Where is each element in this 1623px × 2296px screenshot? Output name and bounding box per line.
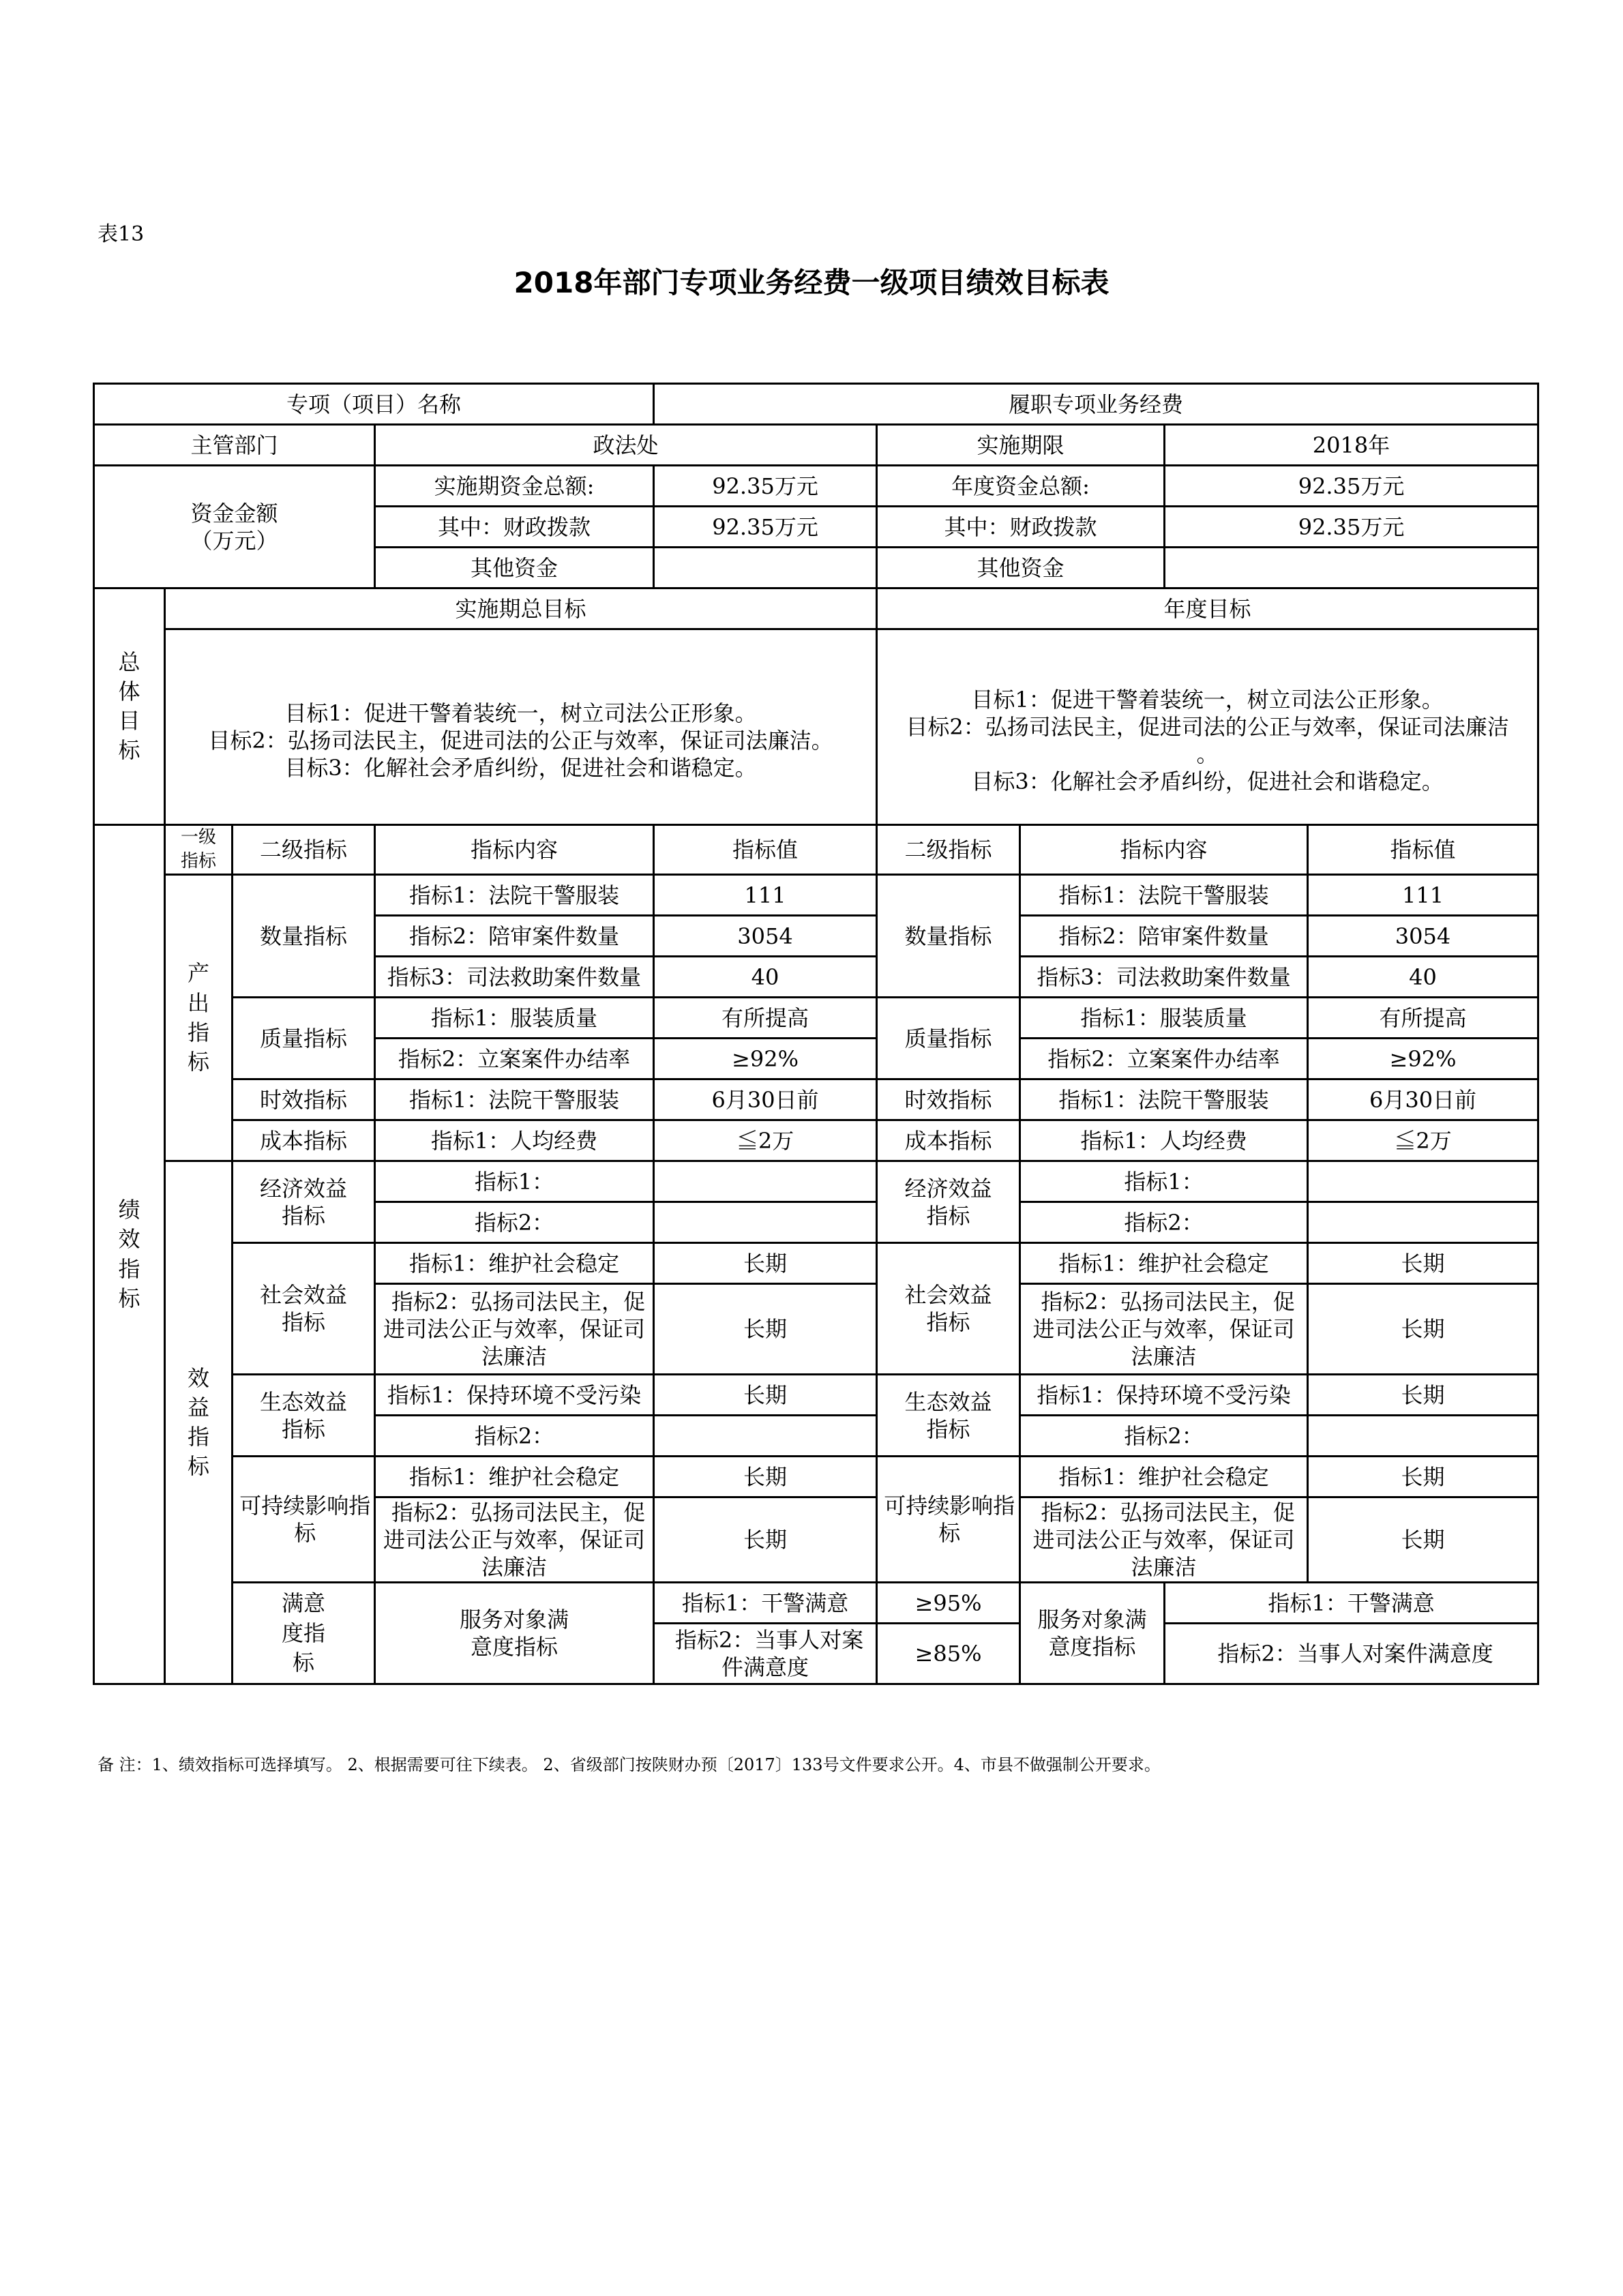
sustain-indicators-label: 可持续影响指标 xyxy=(233,1457,375,1583)
indicator-content: 指标1：保持环境不受污染 xyxy=(375,1375,654,1416)
indicator-value: 长期 xyxy=(654,1375,877,1416)
quality-indicators-label-annual: 质量指标 xyxy=(877,998,1020,1079)
indicator-value xyxy=(654,1202,877,1243)
document-title: 2018年部门专项业务经费一级项目绩效目标表 xyxy=(513,266,1110,299)
quantity-indicators-label: 数量指标 xyxy=(233,875,375,998)
indicator-content-annual: 指标1： xyxy=(1020,1161,1308,1202)
economic-indicators-label: 经济效益指标 xyxy=(233,1161,375,1243)
project-name: 履职专项业务经费 xyxy=(654,384,1538,425)
indicator-content: 指标1：服装质量 xyxy=(375,998,654,1039)
indicator-content-annual: 指标1：干警满意 xyxy=(1165,1583,1538,1624)
indicator-value: ≥92% xyxy=(654,1039,877,1079)
indicator-content: 指标1：人均经费 xyxy=(375,1120,654,1161)
impl-fiscal-value: 92.35万元 xyxy=(654,507,877,548)
indicator-value-annual: ≦2万 xyxy=(1308,1120,1538,1161)
col-content-header-annual: 指标内容 xyxy=(1020,825,1308,875)
service-satisfaction-label: 服务对象满意度指标 xyxy=(375,1583,654,1684)
impl-other-value xyxy=(654,548,877,588)
annual-fiscal-label: 其中：财政拨款 xyxy=(877,507,1165,548)
indicator-content: 指标1： xyxy=(375,1161,654,1202)
output-indicators-label: 产出指标 xyxy=(165,875,233,1161)
indicator-content: 指标2：立案案件办结率 xyxy=(375,1039,654,1079)
indicator-value-annual: 111 xyxy=(1308,875,1538,916)
indicator-value-annual: 有所提高 xyxy=(1308,998,1538,1039)
benefit-indicators-label: 效益指标 xyxy=(165,1161,233,1684)
period-label: 实施期限 xyxy=(877,425,1165,466)
indicator-content: 指标2：陪审案件数量 xyxy=(375,916,654,957)
indicator-value xyxy=(654,1161,877,1202)
col-level2-header: 二级指标 xyxy=(233,825,375,875)
indicator-value-annual: 40 xyxy=(1308,957,1538,998)
annual-goals-header: 年度目标 xyxy=(877,588,1538,629)
project-name-label: 专项（项目）名称 xyxy=(94,384,654,425)
indicator-content: 指标2：当事人对案件满意度 xyxy=(654,1624,877,1684)
indicator-value: 长期 xyxy=(654,1497,877,1583)
indicator-value: ≦2万 xyxy=(654,1120,877,1161)
col-content-header: 指标内容 xyxy=(375,825,654,875)
funds-label: 资金金额 （万元） xyxy=(94,466,375,588)
col-value-header: 指标值 xyxy=(654,825,877,875)
economic-indicators-label-annual: 经济效益指标 xyxy=(877,1161,1020,1243)
indicator-content-annual: 指标1：维护社会稳定 xyxy=(1020,1243,1308,1284)
impl-total-value: 92.35万元 xyxy=(654,466,877,507)
indicator-value-annual: 长期 xyxy=(1308,1457,1538,1497)
overall-goals-label: 总体目标 xyxy=(94,588,165,825)
indicator-value-annual: 长期 xyxy=(1308,1375,1538,1416)
indicator-content: 指标1：干警满意 xyxy=(654,1583,877,1624)
indicator-content-annual: 指标1：保持环境不受污染 xyxy=(1020,1375,1308,1416)
quantity-indicators-label-annual: 数量指标 xyxy=(877,875,1020,998)
timeliness-indicators-label-annual: 时效指标 xyxy=(877,1079,1020,1120)
indicator-content: 指标1：法院干警服装 xyxy=(375,875,654,916)
indicator-value-annual: 3054 xyxy=(1308,916,1538,957)
indicator-content-annual: 指标2：当事人对案件满意度 xyxy=(1165,1624,1538,1684)
annual-other-label: 其他资金 xyxy=(877,548,1165,588)
social-indicators-label-annual: 社会效益指标 xyxy=(877,1243,1020,1375)
indicator-value: 3054 xyxy=(654,916,877,957)
table-number: 表13 xyxy=(98,222,145,246)
indicator-content-annual: 指标2：弘扬司法民主，促进司法公正与效率，保证司法廉洁 xyxy=(1020,1284,1308,1375)
indicator-content: 指标2：弘扬司法民主，促进司法公正与效率，保证司法廉洁 xyxy=(375,1497,654,1583)
indicator-value-annual xyxy=(1308,1416,1538,1457)
col-value-header-annual: 指标值 xyxy=(1308,825,1538,875)
indicator-value: ≥95% xyxy=(877,1583,1020,1624)
indicator-content: 指标2： xyxy=(375,1416,654,1457)
indicator-value-annual: 长期 xyxy=(1308,1497,1538,1583)
performance-indicators-label: 绩效指标 xyxy=(94,825,165,1684)
impl-fiscal-label: 其中：财政拨款 xyxy=(375,507,654,548)
indicator-value: ≥85% xyxy=(877,1624,1020,1684)
annual-goals: 目标1：促进干警着装统一，树立司法公正形象。 目标2：弘扬司法民主，促进司法的公正与效率，保证司法廉洁 。 目标3：化解社会矛盾纠纷，促进社会和谐稳定。 xyxy=(877,629,1538,825)
indicator-value-annual xyxy=(1308,1161,1538,1202)
indicator-value-annual: 6月30日前 xyxy=(1308,1079,1538,1120)
indicator-content-annual: 指标2：陪审案件数量 xyxy=(1020,916,1308,957)
indicator-content-annual: 指标1：法院干警服装 xyxy=(1020,875,1308,916)
indicator-content-annual: 指标2：弘扬司法民主，促进司法公正与效率，保证司法廉洁 xyxy=(1020,1497,1308,1583)
eco-indicators-label: 生态效益指标 xyxy=(233,1375,375,1457)
indicator-value: 6月30日前 xyxy=(654,1079,877,1120)
impl-total-label: 实施期资金总额: xyxy=(375,466,654,507)
indicator-content-annual: 指标3：司法救助案件数量 xyxy=(1020,957,1308,998)
indicator-content: 指标1：维护社会稳定 xyxy=(375,1457,654,1497)
period-value: 2018年 xyxy=(1165,425,1538,466)
annual-fiscal-value: 92.35万元 xyxy=(1165,507,1538,548)
indicator-value-annual: 长期 xyxy=(1308,1243,1538,1284)
col-level2-header-annual: 二级指标 xyxy=(877,825,1020,875)
indicator-value: 长期 xyxy=(654,1243,877,1284)
cost-indicators-label-annual: 成本指标 xyxy=(877,1120,1020,1161)
service-satisfaction-label-annual: 服务对象满意度指标 xyxy=(1020,1583,1165,1684)
indicator-content: 指标2： xyxy=(375,1202,654,1243)
indicator-value: 长期 xyxy=(654,1284,877,1375)
indicator-content: 指标2：弘扬司法民主，促进司法公正与效率，保证司法廉洁 xyxy=(375,1284,654,1375)
satisfaction-indicators-label: 满意度指标 xyxy=(233,1583,375,1684)
indicator-value: 111 xyxy=(654,875,877,916)
timeliness-indicators-label: 时效指标 xyxy=(233,1079,375,1120)
dept-label: 主管部门 xyxy=(94,425,375,466)
footnote: 备 注：1、绩效指标可选择填写。 2、根据需要可往下续表。 2、省级部门按陕财办预〔2017〕133号文件要求公开。4、市县不做强制公开要求。 xyxy=(98,1755,1161,1774)
dept-value: 政法处 xyxy=(375,425,877,466)
indicator-content-annual: 指标1：人均经费 xyxy=(1020,1120,1308,1161)
indicator-value-annual: 长期 xyxy=(1308,1284,1538,1375)
impl-goals-header: 实施期总目标 xyxy=(165,588,877,629)
indicator-content-annual: 指标1：服装质量 xyxy=(1020,998,1308,1039)
indicator-value-annual: ≥92% xyxy=(1308,1039,1538,1079)
indicator-content-annual: 指标1：法院干警服装 xyxy=(1020,1079,1308,1120)
indicator-content-annual: 指标2： xyxy=(1020,1416,1308,1457)
impl-other-label: 其他资金 xyxy=(375,548,654,588)
performance-target-table xyxy=(93,383,1539,1685)
indicator-content-annual: 指标2： xyxy=(1020,1202,1308,1243)
impl-goals: 目标1：促进干警着装统一，树立司法公正形象。 目标2：弘扬司法民主，促进司法的公正与效率，保证司法廉洁。 目标3：化解社会矛盾纠纷，促进社会和谐稳定。 xyxy=(165,629,877,825)
cost-indicators-label: 成本指标 xyxy=(233,1120,375,1161)
indicator-value: 有所提高 xyxy=(654,998,877,1039)
indicator-value: 40 xyxy=(654,957,877,998)
quality-indicators-label: 质量指标 xyxy=(233,998,375,1079)
indicator-content: 指标1：法院干警服装 xyxy=(375,1079,654,1120)
annual-total-label: 年度资金总额: xyxy=(877,466,1165,507)
indicator-value: 长期 xyxy=(654,1457,877,1497)
indicator-content: 指标1：维护社会稳定 xyxy=(375,1243,654,1284)
indicator-content: 指标3：司法救助案件数量 xyxy=(375,957,654,998)
indicator-value xyxy=(654,1416,877,1457)
indicator-content-annual: 指标1：维护社会稳定 xyxy=(1020,1457,1308,1497)
social-indicators-label: 社会效益指标 xyxy=(233,1243,375,1375)
col-level1-header: 一级指标 xyxy=(165,825,233,875)
annual-other-value xyxy=(1165,548,1538,588)
indicator-value-annual xyxy=(1308,1202,1538,1243)
annual-total-value: 92.35万元 xyxy=(1165,466,1538,507)
sustain-indicators-label-annual: 可持续影响指标 xyxy=(877,1457,1020,1583)
indicator-content-annual: 指标2：立案案件办结率 xyxy=(1020,1039,1308,1079)
eco-indicators-label-annual: 生态效益指标 xyxy=(877,1375,1020,1457)
